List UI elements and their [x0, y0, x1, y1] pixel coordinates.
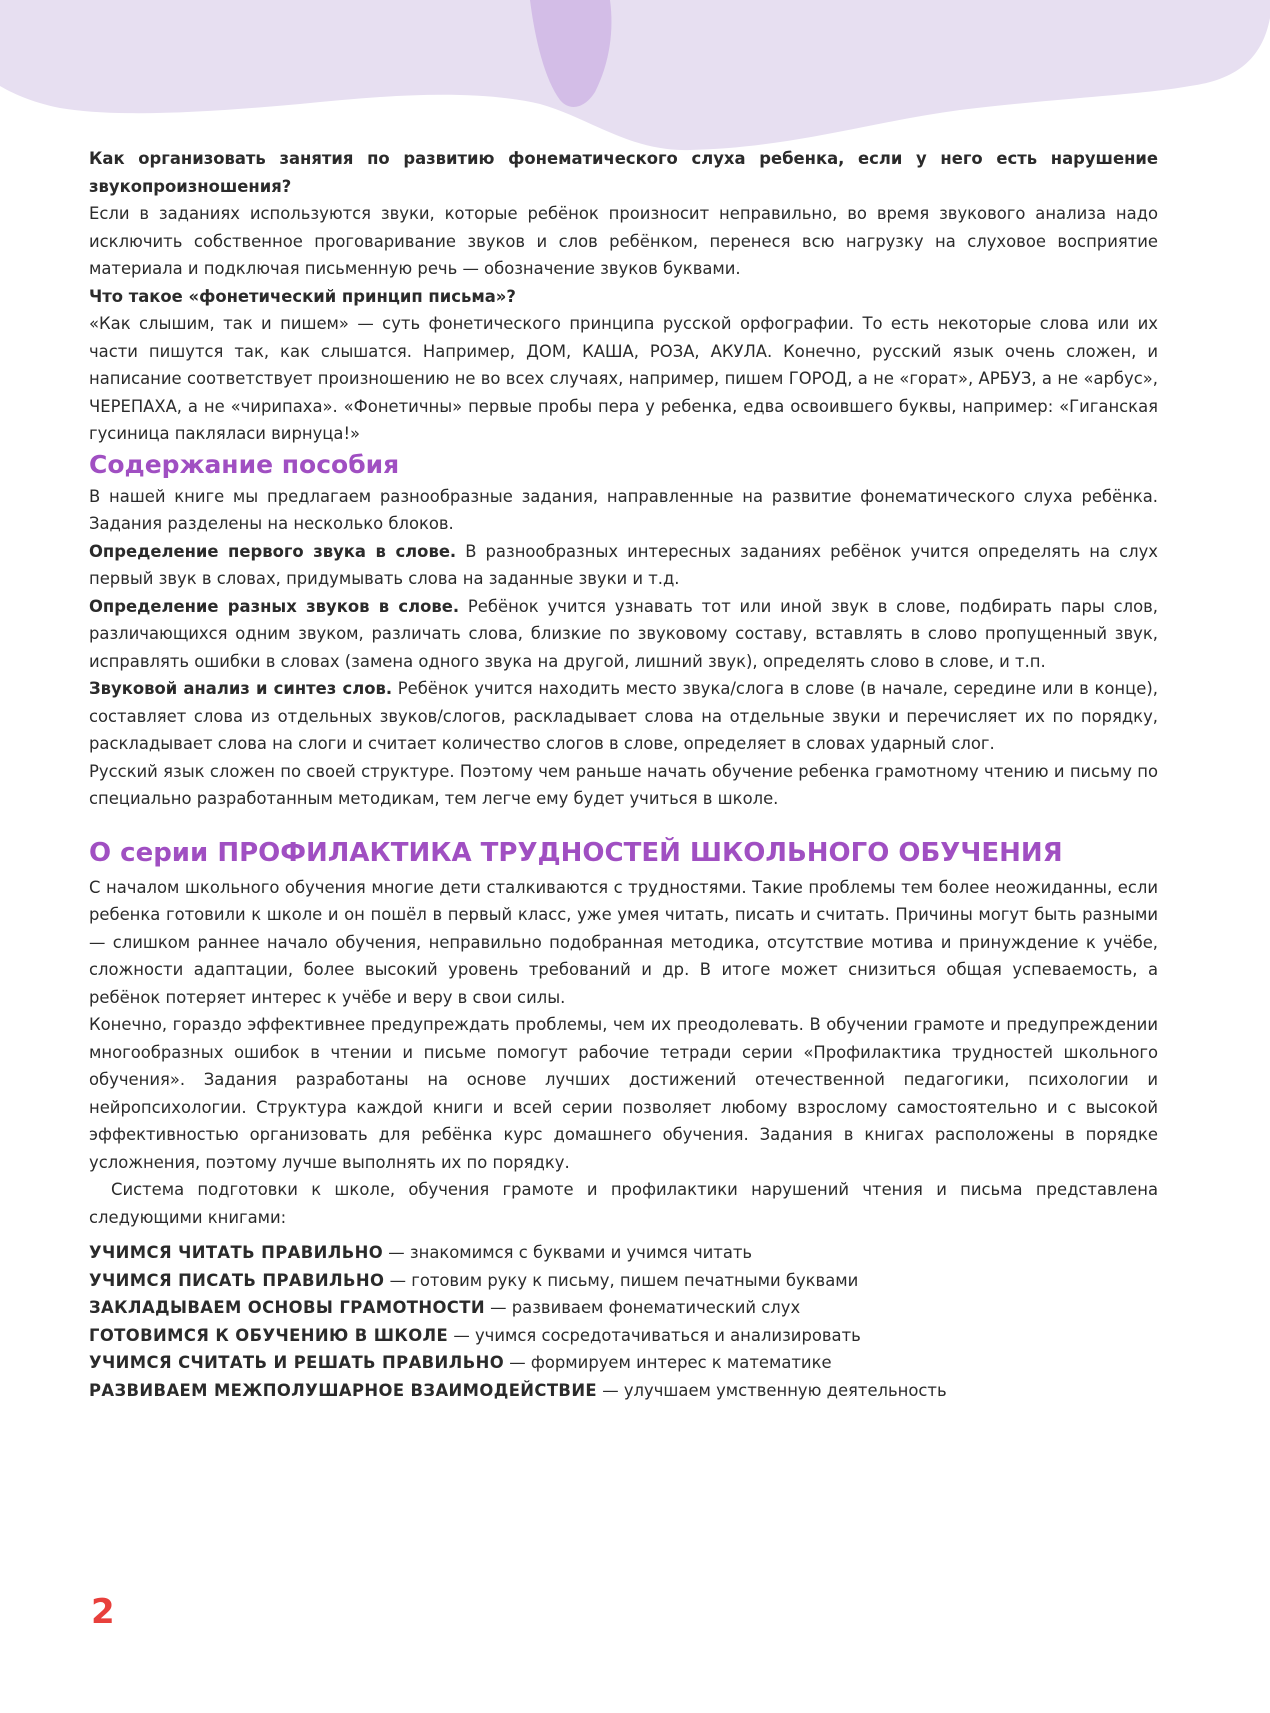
- series-heading-name: ПРОФИЛАКТИКА ТРУДНОСТЕЙ ШКОЛЬНОГО ОБУЧЕНИЯ: [217, 837, 1063, 868]
- contents-block-title: Звуковой анализ и синтез слов.: [89, 679, 393, 698]
- contents-block: [89, 593, 1158, 676]
- book-description: — улучшаем умственную деятельность: [602, 1380, 947, 1400]
- book-description: — готовим руку к письму, пишем печатными буквами: [389, 1270, 859, 1290]
- faq-question-phonetic-principle: Что такое «фонетический принцип письма»?: [89, 286, 516, 306]
- book-description: — знакомимся с буквами и учимся читать: [388, 1243, 753, 1262]
- book-title: РАЗВИВАЕМ МЕЖПОЛУШАРНОЕ ВЗАИМОДЕЙСТВИЕ: [89, 1380, 598, 1400]
- contents-block-title: Определение разных звуков в слове.: [89, 596, 460, 616]
- page-content: [89, 145, 1158, 1404]
- book-title: УЧИМСЯ ЧИТАТЬ ПРАВИЛЬНО: [89, 1243, 384, 1262]
- contents-block-text: В разнообразных интересных заданиях ребёнок учится определять на слух первый звук в словах, придумывать слова на заданные звуки и т.д.: [89, 541, 1158, 588]
- contents-intro: В нашей книге мы предлагаем разнообразные задания, направленные на развитие фонематического слуха ребёнка. Задания разделены на несколько блоков.: [89, 486, 1158, 533]
- book-title: ГОТОВИМСЯ К ОБУЧЕНИЮ В ШКОЛЕ: [89, 1325, 449, 1345]
- book-list-item: [89, 1349, 1158, 1377]
- faq-question-phonemic-hearing: Как организовать занятия по развитию фонематического слуха ребенка, если у него есть нарушение звукопроизношения?: [89, 149, 1158, 196]
- contents-closing: Русский язык сложен по своей структуре. Поэтому чем раньше начать обучение ребенка грамотному чтению и письму по специально разработанным методикам, тем легче ему будет учиться в школе.: [89, 761, 1158, 808]
- book-list-item: [89, 1294, 1158, 1322]
- contents-block: [89, 538, 1158, 593]
- book-list-item: [89, 1377, 1158, 1405]
- book-description: — учимся сосредотачиваться и анализировать: [453, 1325, 861, 1345]
- contents-block-title: Определение первого звука в слове.: [89, 541, 457, 561]
- contents-block: [89, 675, 1158, 758]
- contents-block-text: Ребёнок учится находить место звука/слога в слове (в начале, середине или в конце), составляет слова из отдельных звуков/слогов, раскладывает слова на отдельные звуки и перечисляет их по порядку, раскладывает слова на слоги и считает количество слогов в слове, определяет в словах ударный слог.: [89, 679, 1158, 753]
- series-paragraph: Конечно, гораздо эффективнее предупреждать проблемы, чем их преодолевать. В обучении грамоте и предупреждении многообразных ошибок в чтении и письме помогут рабочие тетради серии «Профилактика трудностей школьного обучения». Задания разработаны на основе лучших достижений отечественной педагогики, психологии и нейропсихологии. Структура каждой книги и всей серии позволяет любому взрослому самостоятельно и с высокой эффективностью организовать для ребёнка курс домашнего обучения. Задания в книгах расположены в порядке усложнения, поэтому лучше выполнять их по порядку.: [89, 1015, 1158, 1172]
- faq-answer-phonetic-principle: «Как слышим, так и пишем» — суть фонетического принципа русской орфографии. То есть некоторые слова или их части пишутся так, как слышатся. Например, ДОМ, КАША, РОЗА, АКУЛА. Конечно, русский язык очень сложен, и написание соответствует произношению не во всех случаях, например, пишем ГОРОД, а не «горат», АРБУЗ, а не «арбус», ЧЕРЕПАХА, а не «чирипаха». «Фонетичны» первые пробы пера у ребенка, едва освоившего буквы, например: «Гиганская гусиница пакляласи вирнуца!»: [89, 314, 1158, 443]
- page-number: 2: [91, 1592, 115, 1632]
- series-paragraph: С началом школьного обучения многие дети сталкиваются с трудностями. Такие проблемы тем более неожиданны, если ребенка готовили к школе и он пошёл в первый класс, уже умея читать, писать и считать. Причины могут быть разными — слишком раннее начало обучения, неправильно подобранная методика, отсутствие мотива и принуждение к учёбе, сложности адаптации, более высокий уровень требований и др. В итоге может снизиться общая успеваемость, а ребёнок потеряет интерес к учёбе и веру в свои силы.: [89, 877, 1158, 1007]
- series-heading: [89, 836, 1158, 870]
- book-list-item: [89, 1239, 1158, 1267]
- book-list-item: [89, 1267, 1158, 1295]
- book-description: — развиваем фонематический слух: [490, 1298, 801, 1317]
- book-title: УЧИМСЯ ПИСАТЬ ПРАВИЛЬНО: [89, 1270, 385, 1290]
- contents-block-text: Ребёнок учится узнавать тот или иной звук в слове, подбирать пары слов, различающихся одним звуком, различать слова, близкие по звуковому составу, вставлять в слово пропущенный звук, исправлять ошибки в словах (замена одного звука на другой, лишний звук), определять слово в слове, и т.п.: [89, 596, 1158, 671]
- series-heading-prefix: О серии: [89, 837, 209, 868]
- contents-heading: Содержание пособия: [89, 449, 400, 479]
- book-list: [89, 1239, 1158, 1404]
- faq-answer-phonemic-hearing: Если в заданиях используются звуки, которые ребёнок произносит неправильно, во время звукового анализа надо исключить собственное проговаривание звуков и слов ребёнком, перенеся всю нагрузку на слуховое восприятие материала и подключая письменную речь — обозначение звуков буквами.: [89, 204, 1158, 278]
- book-description: — формируем интерес к математике: [509, 1353, 832, 1372]
- book-list-item: [89, 1322, 1158, 1350]
- book-title: УЧИМСЯ СЧИТАТЬ И РЕШАТЬ ПРАВИЛЬНО: [89, 1353, 505, 1372]
- series-paragraph: Система подготовки к школе, обучения грамоте и профилактики нарушений чтения и письма представлена следующими книгами:: [89, 1180, 1158, 1227]
- blob-light-shape: [0, 0, 1270, 150]
- book-title: ЗАКЛАДЫВАЕМ ОСНОВЫ ГРАМОТНОСТИ: [89, 1298, 485, 1317]
